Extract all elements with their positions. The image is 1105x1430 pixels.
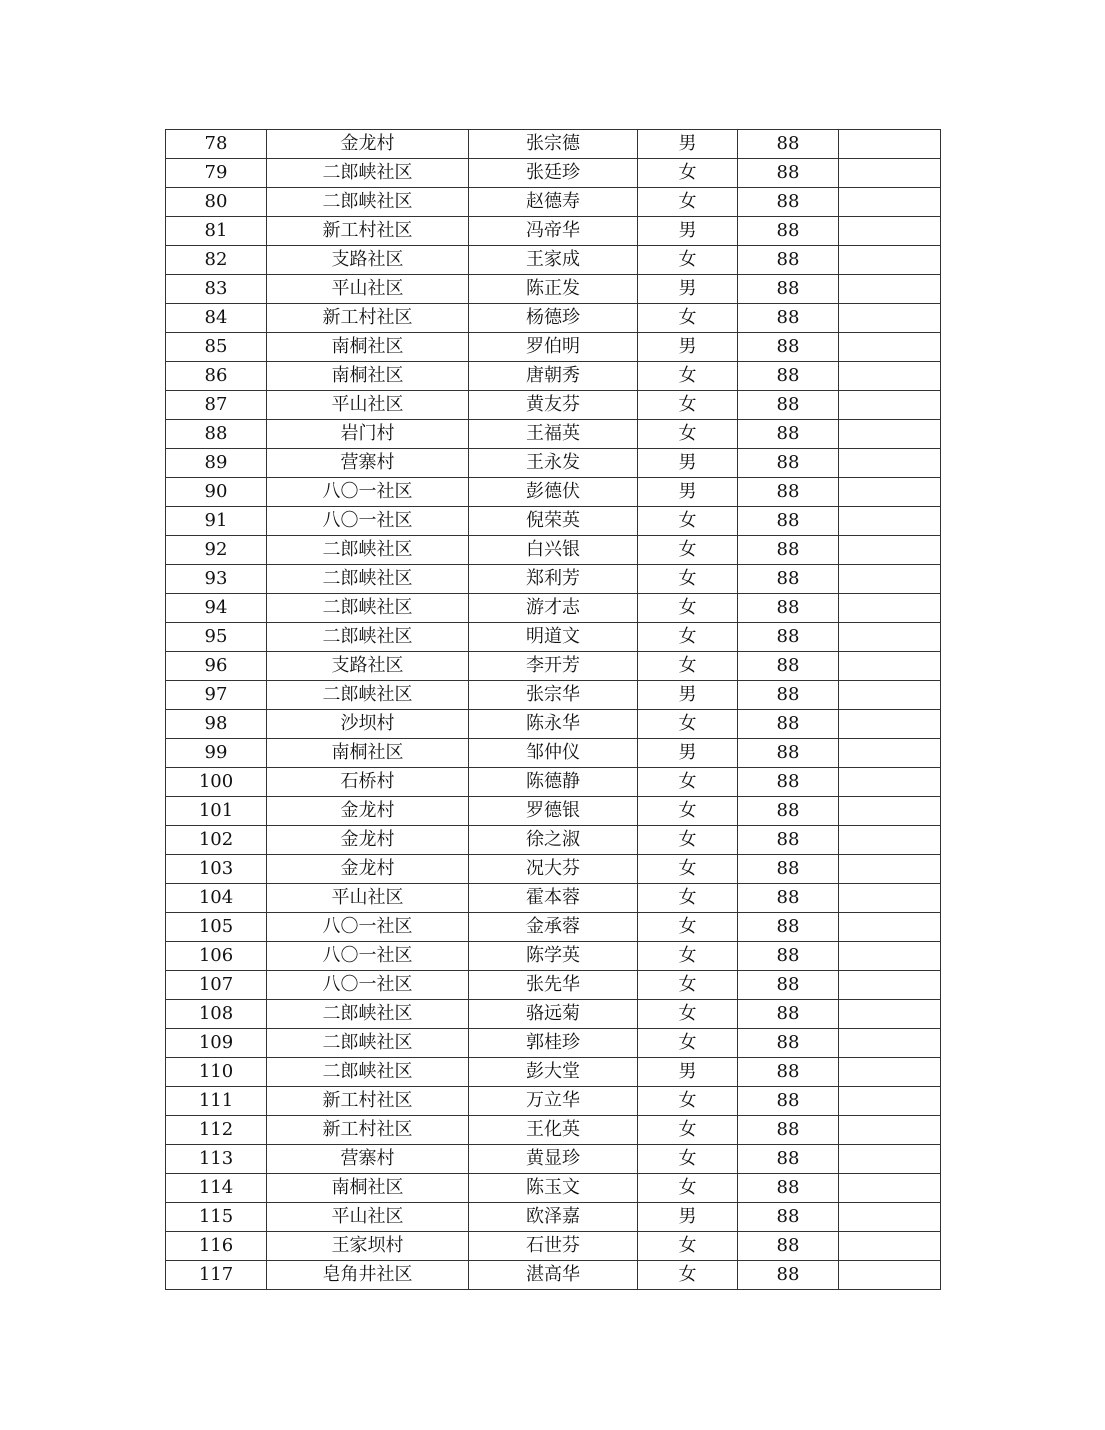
table-row (166, 652, 941, 681)
community-cell: 二郎峡社区 (267, 536, 469, 565)
name-cell: 石世芬 (469, 1232, 638, 1261)
gender-cell: 女 (638, 1029, 738, 1058)
name-cell: 邹仲仪 (469, 739, 638, 768)
gender-cell: 女 (638, 1261, 738, 1290)
community-cell: 二郎峡社区 (267, 681, 469, 710)
gender-cell: 女 (638, 652, 738, 681)
community-cell: 二郎峡社区 (267, 565, 469, 594)
row-number-cell: 113 (166, 1145, 267, 1174)
name-cell: 王福英 (469, 420, 638, 449)
age-cell: 88 (738, 1000, 839, 1029)
community-cell: 南桐社区 (267, 739, 469, 768)
name-cell: 陈正发 (469, 275, 638, 304)
table-row (166, 565, 941, 594)
table-row (166, 246, 941, 275)
table-row (166, 217, 941, 246)
age-cell: 88 (738, 1261, 839, 1290)
name-cell: 赵德寿 (469, 188, 638, 217)
remark-cell (839, 1203, 941, 1232)
gender-cell: 男 (638, 333, 738, 362)
name-cell: 况大芬 (469, 855, 638, 884)
row-number-cell: 89 (166, 449, 267, 478)
community-cell: 营寨村 (267, 1145, 469, 1174)
community-cell: 二郎峡社区 (267, 1058, 469, 1087)
gender-cell: 女 (638, 594, 738, 623)
gender-cell: 女 (638, 304, 738, 333)
community-cell: 二郎峡社区 (267, 188, 469, 217)
name-cell: 唐朝秀 (469, 362, 638, 391)
row-number-cell: 86 (166, 362, 267, 391)
community-cell: 支路社区 (267, 246, 469, 275)
gender-cell: 女 (638, 536, 738, 565)
age-cell: 88 (738, 1232, 839, 1261)
community-cell: 平山社区 (267, 391, 469, 420)
table-row (166, 1261, 941, 1290)
row-number-cell: 90 (166, 478, 267, 507)
table-row (166, 1174, 941, 1203)
name-cell: 霍本蓉 (469, 884, 638, 913)
remark-cell (839, 739, 941, 768)
row-number-cell: 115 (166, 1203, 267, 1232)
row-number-cell: 98 (166, 710, 267, 739)
community-cell: 八〇一社区 (267, 507, 469, 536)
age-cell: 88 (738, 333, 839, 362)
remark-cell (839, 1116, 941, 1145)
community-cell: 皂角井社区 (267, 1261, 469, 1290)
age-cell: 88 (738, 884, 839, 913)
table-row (166, 333, 941, 362)
row-number-cell: 112 (166, 1116, 267, 1145)
community-cell: 金龙村 (267, 797, 469, 826)
community-cell: 沙坝村 (267, 710, 469, 739)
name-cell: 冯帝华 (469, 217, 638, 246)
community-cell: 二郎峡社区 (267, 1029, 469, 1058)
name-cell: 彭大堂 (469, 1058, 638, 1087)
row-number-cell: 114 (166, 1174, 267, 1203)
name-cell: 王永发 (469, 449, 638, 478)
name-cell: 明道文 (469, 623, 638, 652)
table-row (166, 391, 941, 420)
row-number-cell: 116 (166, 1232, 267, 1261)
age-cell: 88 (738, 971, 839, 1000)
name-cell: 郑利芳 (469, 565, 638, 594)
gender-cell: 男 (638, 739, 738, 768)
community-cell: 新工村社区 (267, 1116, 469, 1145)
gender-cell: 女 (638, 855, 738, 884)
roster-table-body (166, 130, 941, 1290)
table-row (166, 681, 941, 710)
community-cell: 二郎峡社区 (267, 623, 469, 652)
remark-cell (839, 391, 941, 420)
gender-cell: 女 (638, 623, 738, 652)
gender-cell: 男 (638, 275, 738, 304)
row-number-cell: 79 (166, 159, 267, 188)
name-cell: 徐之淑 (469, 826, 638, 855)
age-cell: 88 (738, 855, 839, 884)
gender-cell: 女 (638, 710, 738, 739)
remark-cell (839, 420, 941, 449)
gender-cell: 女 (638, 884, 738, 913)
age-cell: 88 (738, 217, 839, 246)
age-cell: 88 (738, 826, 839, 855)
table-row (166, 913, 941, 942)
table-row (166, 710, 941, 739)
row-number-cell: 106 (166, 942, 267, 971)
row-number-cell: 97 (166, 681, 267, 710)
table-row (166, 159, 941, 188)
row-number-cell: 111 (166, 1087, 267, 1116)
remark-cell (839, 594, 941, 623)
row-number-cell: 85 (166, 333, 267, 362)
remark-cell (839, 536, 941, 565)
community-cell: 二郎峡社区 (267, 159, 469, 188)
remark-cell (839, 188, 941, 217)
name-cell: 张宗华 (469, 681, 638, 710)
gender-cell: 男 (638, 130, 738, 159)
table-row (166, 1029, 941, 1058)
name-cell: 陈学英 (469, 942, 638, 971)
table-row (166, 1058, 941, 1087)
remark-cell (839, 855, 941, 884)
table-row (166, 275, 941, 304)
age-cell: 88 (738, 362, 839, 391)
row-number-cell: 93 (166, 565, 267, 594)
remark-cell (839, 652, 941, 681)
table-row (166, 478, 941, 507)
row-number-cell: 100 (166, 768, 267, 797)
name-cell: 李开芳 (469, 652, 638, 681)
community-cell: 新工村社区 (267, 1087, 469, 1116)
age-cell: 88 (738, 1087, 839, 1116)
name-cell: 杨德珍 (469, 304, 638, 333)
name-cell: 罗伯明 (469, 333, 638, 362)
name-cell: 罗德银 (469, 797, 638, 826)
row-number-cell: 83 (166, 275, 267, 304)
community-cell: 新工村社区 (267, 304, 469, 333)
remark-cell (839, 478, 941, 507)
community-cell: 南桐社区 (267, 362, 469, 391)
remark-cell (839, 1145, 941, 1174)
community-cell: 金龙村 (267, 130, 469, 159)
age-cell: 88 (738, 710, 839, 739)
gender-cell: 男 (638, 449, 738, 478)
remark-cell (839, 942, 941, 971)
row-number-cell: 117 (166, 1261, 267, 1290)
age-cell: 88 (738, 942, 839, 971)
name-cell: 陈玉文 (469, 1174, 638, 1203)
remark-cell (839, 246, 941, 275)
row-number-cell: 110 (166, 1058, 267, 1087)
table-row (166, 1116, 941, 1145)
age-cell: 88 (738, 159, 839, 188)
age-cell: 88 (738, 623, 839, 652)
table-row (166, 594, 941, 623)
remark-cell (839, 217, 941, 246)
row-number-cell: 82 (166, 246, 267, 275)
row-number-cell: 80 (166, 188, 267, 217)
gender-cell: 女 (638, 507, 738, 536)
age-cell: 88 (738, 130, 839, 159)
row-number-cell: 81 (166, 217, 267, 246)
age-cell: 88 (738, 188, 839, 217)
remark-cell (839, 971, 941, 1000)
table-row (166, 884, 941, 913)
remark-cell (839, 275, 941, 304)
gender-cell: 女 (638, 1145, 738, 1174)
community-cell: 平山社区 (267, 884, 469, 913)
age-cell: 88 (738, 275, 839, 304)
name-cell: 黄友芬 (469, 391, 638, 420)
table-row (166, 507, 941, 536)
gender-cell: 男 (638, 681, 738, 710)
remark-cell (839, 1000, 941, 1029)
row-number-cell: 87 (166, 391, 267, 420)
table-row (166, 942, 941, 971)
age-cell: 88 (738, 913, 839, 942)
table-row (166, 826, 941, 855)
gender-cell: 女 (638, 826, 738, 855)
table-row (166, 449, 941, 478)
gender-cell: 女 (638, 420, 738, 449)
name-cell: 万立华 (469, 1087, 638, 1116)
gender-cell: 女 (638, 1174, 738, 1203)
age-cell: 88 (738, 449, 839, 478)
age-cell: 88 (738, 797, 839, 826)
table-row (166, 130, 941, 159)
table-row (166, 797, 941, 826)
age-cell: 88 (738, 768, 839, 797)
row-number-cell: 107 (166, 971, 267, 1000)
table-row (166, 1232, 941, 1261)
gender-cell: 女 (638, 565, 738, 594)
age-cell: 88 (738, 507, 839, 536)
row-number-cell: 94 (166, 594, 267, 623)
name-cell: 游才志 (469, 594, 638, 623)
name-cell: 张先华 (469, 971, 638, 1000)
table-row (166, 623, 941, 652)
row-number-cell: 78 (166, 130, 267, 159)
table-row (166, 971, 941, 1000)
roster-table (165, 129, 941, 1290)
gender-cell: 男 (638, 217, 738, 246)
table-row (166, 188, 941, 217)
community-cell: 八〇一社区 (267, 971, 469, 1000)
gender-cell: 女 (638, 1116, 738, 1145)
row-number-cell: 91 (166, 507, 267, 536)
community-cell: 八〇一社区 (267, 942, 469, 971)
community-cell: 平山社区 (267, 1203, 469, 1232)
table-row (166, 768, 941, 797)
gender-cell: 男 (638, 478, 738, 507)
age-cell: 88 (738, 420, 839, 449)
community-cell: 石桥村 (267, 768, 469, 797)
table-row (166, 304, 941, 333)
age-cell: 88 (738, 1174, 839, 1203)
remark-cell (839, 1087, 941, 1116)
table-row (166, 1203, 941, 1232)
remark-cell (839, 159, 941, 188)
table-row (166, 1087, 941, 1116)
age-cell: 88 (738, 304, 839, 333)
remark-cell (839, 333, 941, 362)
gender-cell: 女 (638, 391, 738, 420)
community-cell: 八〇一社区 (267, 913, 469, 942)
row-number-cell: 88 (166, 420, 267, 449)
remark-cell (839, 1029, 941, 1058)
table-row (166, 536, 941, 565)
remark-cell (839, 1261, 941, 1290)
row-number-cell: 109 (166, 1029, 267, 1058)
row-number-cell: 95 (166, 623, 267, 652)
community-cell: 王家坝村 (267, 1232, 469, 1261)
community-cell: 岩门村 (267, 420, 469, 449)
remark-cell (839, 913, 941, 942)
age-cell: 88 (738, 652, 839, 681)
community-cell: 二郎峡社区 (267, 1000, 469, 1029)
name-cell: 陈德静 (469, 768, 638, 797)
gender-cell: 女 (638, 246, 738, 275)
name-cell: 彭德伏 (469, 478, 638, 507)
name-cell: 王家成 (469, 246, 638, 275)
row-number-cell: 96 (166, 652, 267, 681)
gender-cell: 女 (638, 362, 738, 391)
name-cell: 陈永华 (469, 710, 638, 739)
community-cell: 八〇一社区 (267, 478, 469, 507)
remark-cell (839, 710, 941, 739)
row-number-cell: 92 (166, 536, 267, 565)
community-cell: 南桐社区 (267, 1174, 469, 1203)
community-cell: 平山社区 (267, 275, 469, 304)
name-cell: 湛高华 (469, 1261, 638, 1290)
name-cell: 王化英 (469, 1116, 638, 1145)
age-cell: 88 (738, 1058, 839, 1087)
name-cell: 张廷珍 (469, 159, 638, 188)
remark-cell (839, 1232, 941, 1261)
remark-cell (839, 304, 941, 333)
name-cell: 白兴银 (469, 536, 638, 565)
gender-cell: 女 (638, 797, 738, 826)
remark-cell (839, 681, 941, 710)
age-cell: 88 (738, 565, 839, 594)
row-number-cell: 99 (166, 739, 267, 768)
gender-cell: 男 (638, 1058, 738, 1087)
remark-cell (839, 1058, 941, 1087)
name-cell: 郭桂珍 (469, 1029, 638, 1058)
community-cell: 支路社区 (267, 652, 469, 681)
remark-cell (839, 884, 941, 913)
community-cell: 二郎峡社区 (267, 594, 469, 623)
row-number-cell: 84 (166, 304, 267, 333)
name-cell: 倪荣英 (469, 507, 638, 536)
gender-cell: 女 (638, 971, 738, 1000)
community-cell: 营寨村 (267, 449, 469, 478)
age-cell: 88 (738, 1145, 839, 1174)
age-cell: 88 (738, 246, 839, 275)
remark-cell (839, 1174, 941, 1203)
age-cell: 88 (738, 391, 839, 420)
row-number-cell: 105 (166, 913, 267, 942)
remark-cell (839, 362, 941, 391)
table-row (166, 420, 941, 449)
remark-cell (839, 768, 941, 797)
age-cell: 88 (738, 594, 839, 623)
row-number-cell: 103 (166, 855, 267, 884)
age-cell: 88 (738, 739, 839, 768)
remark-cell (839, 797, 941, 826)
row-number-cell: 108 (166, 1000, 267, 1029)
community-cell: 新工村社区 (267, 217, 469, 246)
table-row (166, 362, 941, 391)
gender-cell: 男 (638, 1203, 738, 1232)
gender-cell: 女 (638, 942, 738, 971)
age-cell: 88 (738, 1203, 839, 1232)
community-cell: 金龙村 (267, 855, 469, 884)
remark-cell (839, 565, 941, 594)
gender-cell: 女 (638, 159, 738, 188)
name-cell: 欧泽嘉 (469, 1203, 638, 1232)
row-number-cell: 102 (166, 826, 267, 855)
gender-cell: 女 (638, 188, 738, 217)
age-cell: 88 (738, 1116, 839, 1145)
community-cell: 金龙村 (267, 826, 469, 855)
table-row (166, 739, 941, 768)
remark-cell (839, 826, 941, 855)
remark-cell (839, 507, 941, 536)
age-cell: 88 (738, 536, 839, 565)
age-cell: 88 (738, 681, 839, 710)
remark-cell (839, 130, 941, 159)
table-row (166, 1145, 941, 1174)
name-cell: 张宗德 (469, 130, 638, 159)
gender-cell: 女 (638, 1087, 738, 1116)
name-cell: 金承蓉 (469, 913, 638, 942)
row-number-cell: 104 (166, 884, 267, 913)
gender-cell: 女 (638, 768, 738, 797)
name-cell: 骆远菊 (469, 1000, 638, 1029)
table-row (166, 855, 941, 884)
age-cell: 88 (738, 1029, 839, 1058)
community-cell: 南桐社区 (267, 333, 469, 362)
remark-cell (839, 623, 941, 652)
row-number-cell: 101 (166, 797, 267, 826)
name-cell: 黄显珍 (469, 1145, 638, 1174)
table-row (166, 1000, 941, 1029)
gender-cell: 女 (638, 1000, 738, 1029)
gender-cell: 女 (638, 913, 738, 942)
gender-cell: 女 (638, 1232, 738, 1261)
remark-cell (839, 449, 941, 478)
age-cell: 88 (738, 478, 839, 507)
